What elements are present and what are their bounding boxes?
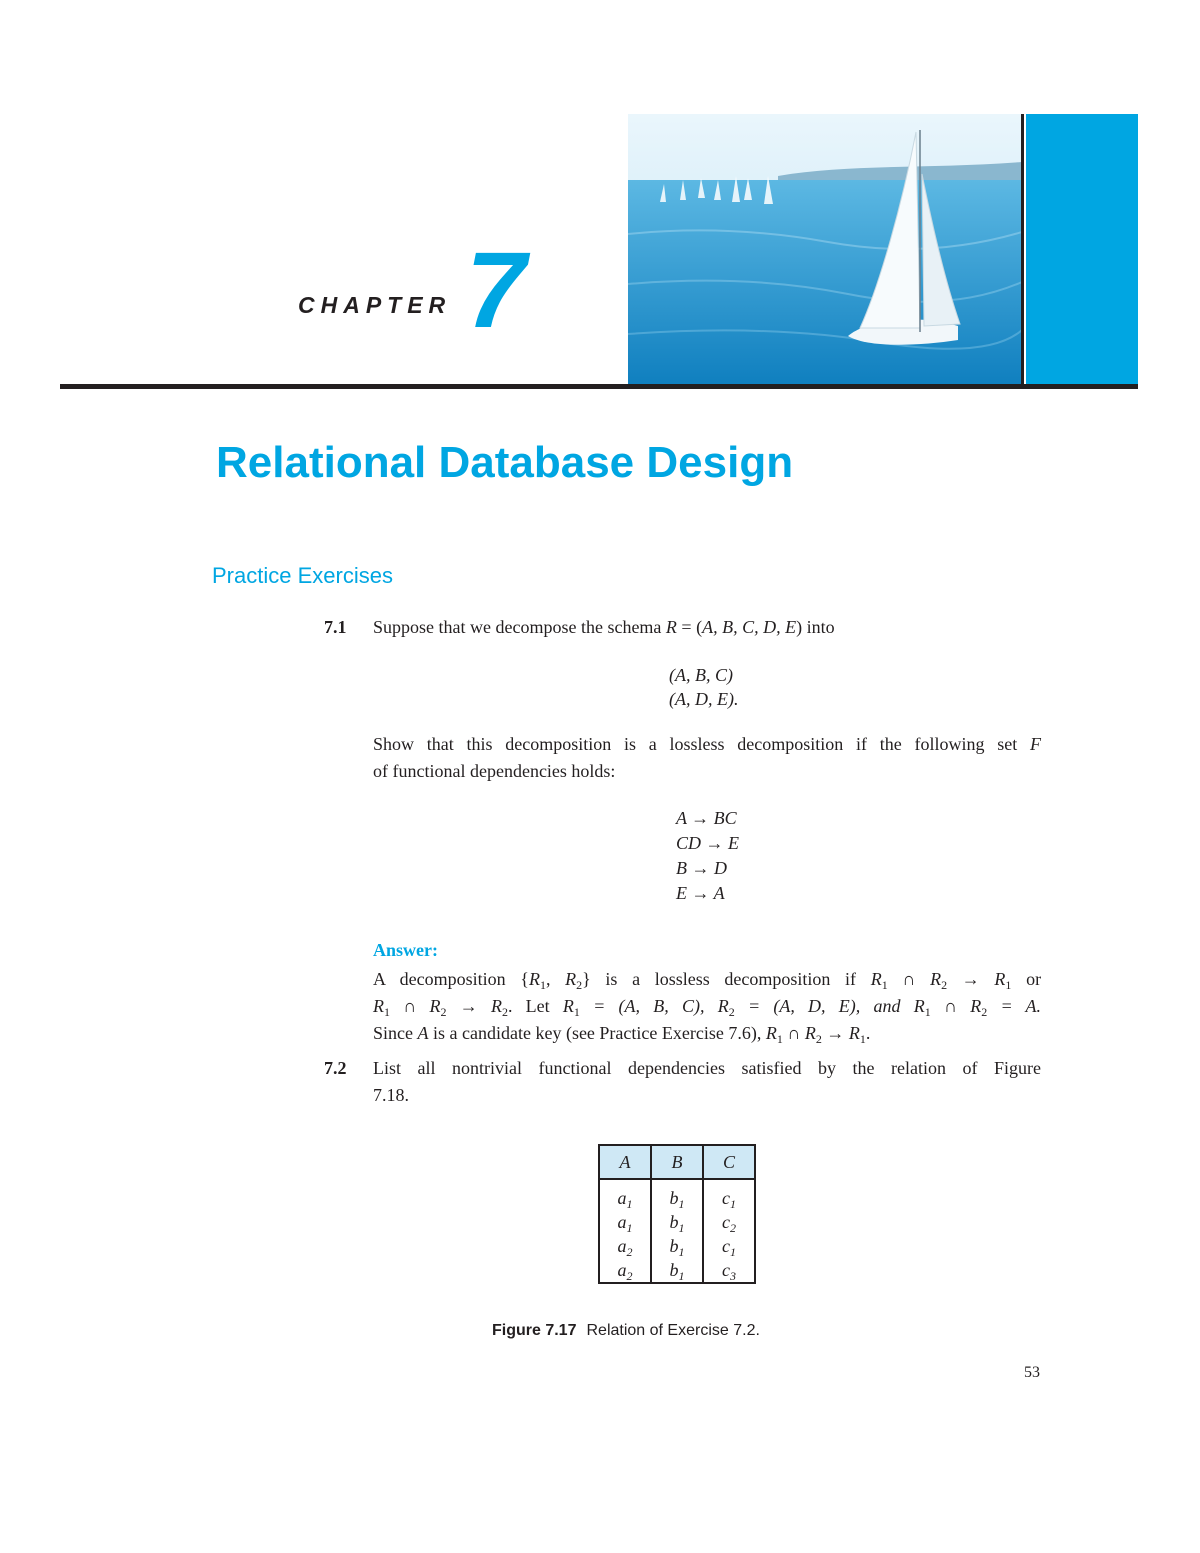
decomposition-schema: (A, B, C)	[669, 665, 733, 685]
table-cell: $a_1$	[599, 1186, 651, 1210]
figure-caption-label: Figure 7.17	[492, 1322, 577, 1339]
chapter-color-block	[1026, 114, 1138, 388]
column-header: A	[599, 1145, 651, 1179]
table-cell: $a_1$	[599, 1210, 651, 1234]
photo-divider	[1021, 114, 1024, 388]
column-header: C	[703, 1145, 755, 1179]
chapter-label: CHAPTER	[298, 292, 452, 318]
table-row	[599, 1186, 755, 1210]
table-cell: $b_1$	[651, 1210, 703, 1234]
answer-label: Answer:	[373, 940, 438, 960]
figure-caption-text: Relation of Exercise 7.2.	[586, 1322, 760, 1339]
header-rule	[60, 384, 1138, 389]
decomposition-schema: (A, D, E).	[669, 689, 739, 709]
table-cell: $c_2$	[703, 1210, 755, 1234]
table-cell: $c_1$	[703, 1186, 755, 1210]
exercise-paragraph-line: of functional dependencies holds:	[373, 761, 616, 781]
table-header-row	[599, 1145, 755, 1179]
functional-dependency: A → BC	[676, 808, 737, 828]
section-title: Practice Exercises	[212, 563, 393, 588]
chapter-photo-sailboat	[628, 114, 1022, 386]
table-cell: $b_1$	[651, 1258, 703, 1283]
exercise-number: 7.2	[324, 1058, 347, 1078]
table-cell: $b_1$	[651, 1186, 703, 1210]
table-cell: $b_1$	[651, 1234, 703, 1258]
exercise-paragraph-line: Show that this decomposition is a lossless decomposition if the following set F	[373, 734, 1041, 754]
table-cell: $c_1$	[703, 1234, 755, 1258]
table-cell: $c_3$	[703, 1258, 755, 1283]
exercise-intro: Suppose that we decompose the schema R = (A, B, C, D, E) into	[373, 617, 835, 637]
chapter-number: 7	[466, 229, 527, 350]
answer-line: $R_1$ ∩ $R_2 \to R_2$. Let $R_1 = (A$, B, C), $R_2 = (A$, D, E), and $R_1$ ∩ $R_2 = A$.	[373, 996, 1042, 1019]
table-row	[599, 1258, 755, 1283]
functional-dependency: E → A	[676, 883, 725, 903]
answer-line: Since A is a candidate key (see Practice Exercise 7.6), $R_1$ ∩ $R_2 \to R_1$.	[373, 1023, 871, 1046]
relation-table	[598, 1144, 756, 1284]
exercise-text-line: 7.18.	[373, 1085, 409, 1105]
exercise-text-line: List all nontrivial functional dependencies satisfied by the relation of Figure	[373, 1058, 1041, 1078]
table-row	[599, 1234, 755, 1258]
answer-line: A decomposition {$R_1$, $R_2$} is a lossless decomposition if $R_1$ ∩ $R_2 \to R_1$ or	[373, 969, 1042, 992]
exercise-number: 7.1	[324, 617, 347, 637]
column-header: B	[651, 1145, 703, 1179]
chapter-title: Relational Database Design	[216, 438, 794, 487]
figure-caption	[492, 1322, 760, 1340]
functional-dependency: B → D	[676, 858, 727, 878]
page-number: 53	[1024, 1364, 1040, 1381]
table-row	[599, 1210, 755, 1234]
table-cell: $a_2$	[599, 1258, 651, 1283]
functional-dependency: CD → E	[676, 833, 739, 853]
table-cell: $a_2$	[599, 1234, 651, 1258]
